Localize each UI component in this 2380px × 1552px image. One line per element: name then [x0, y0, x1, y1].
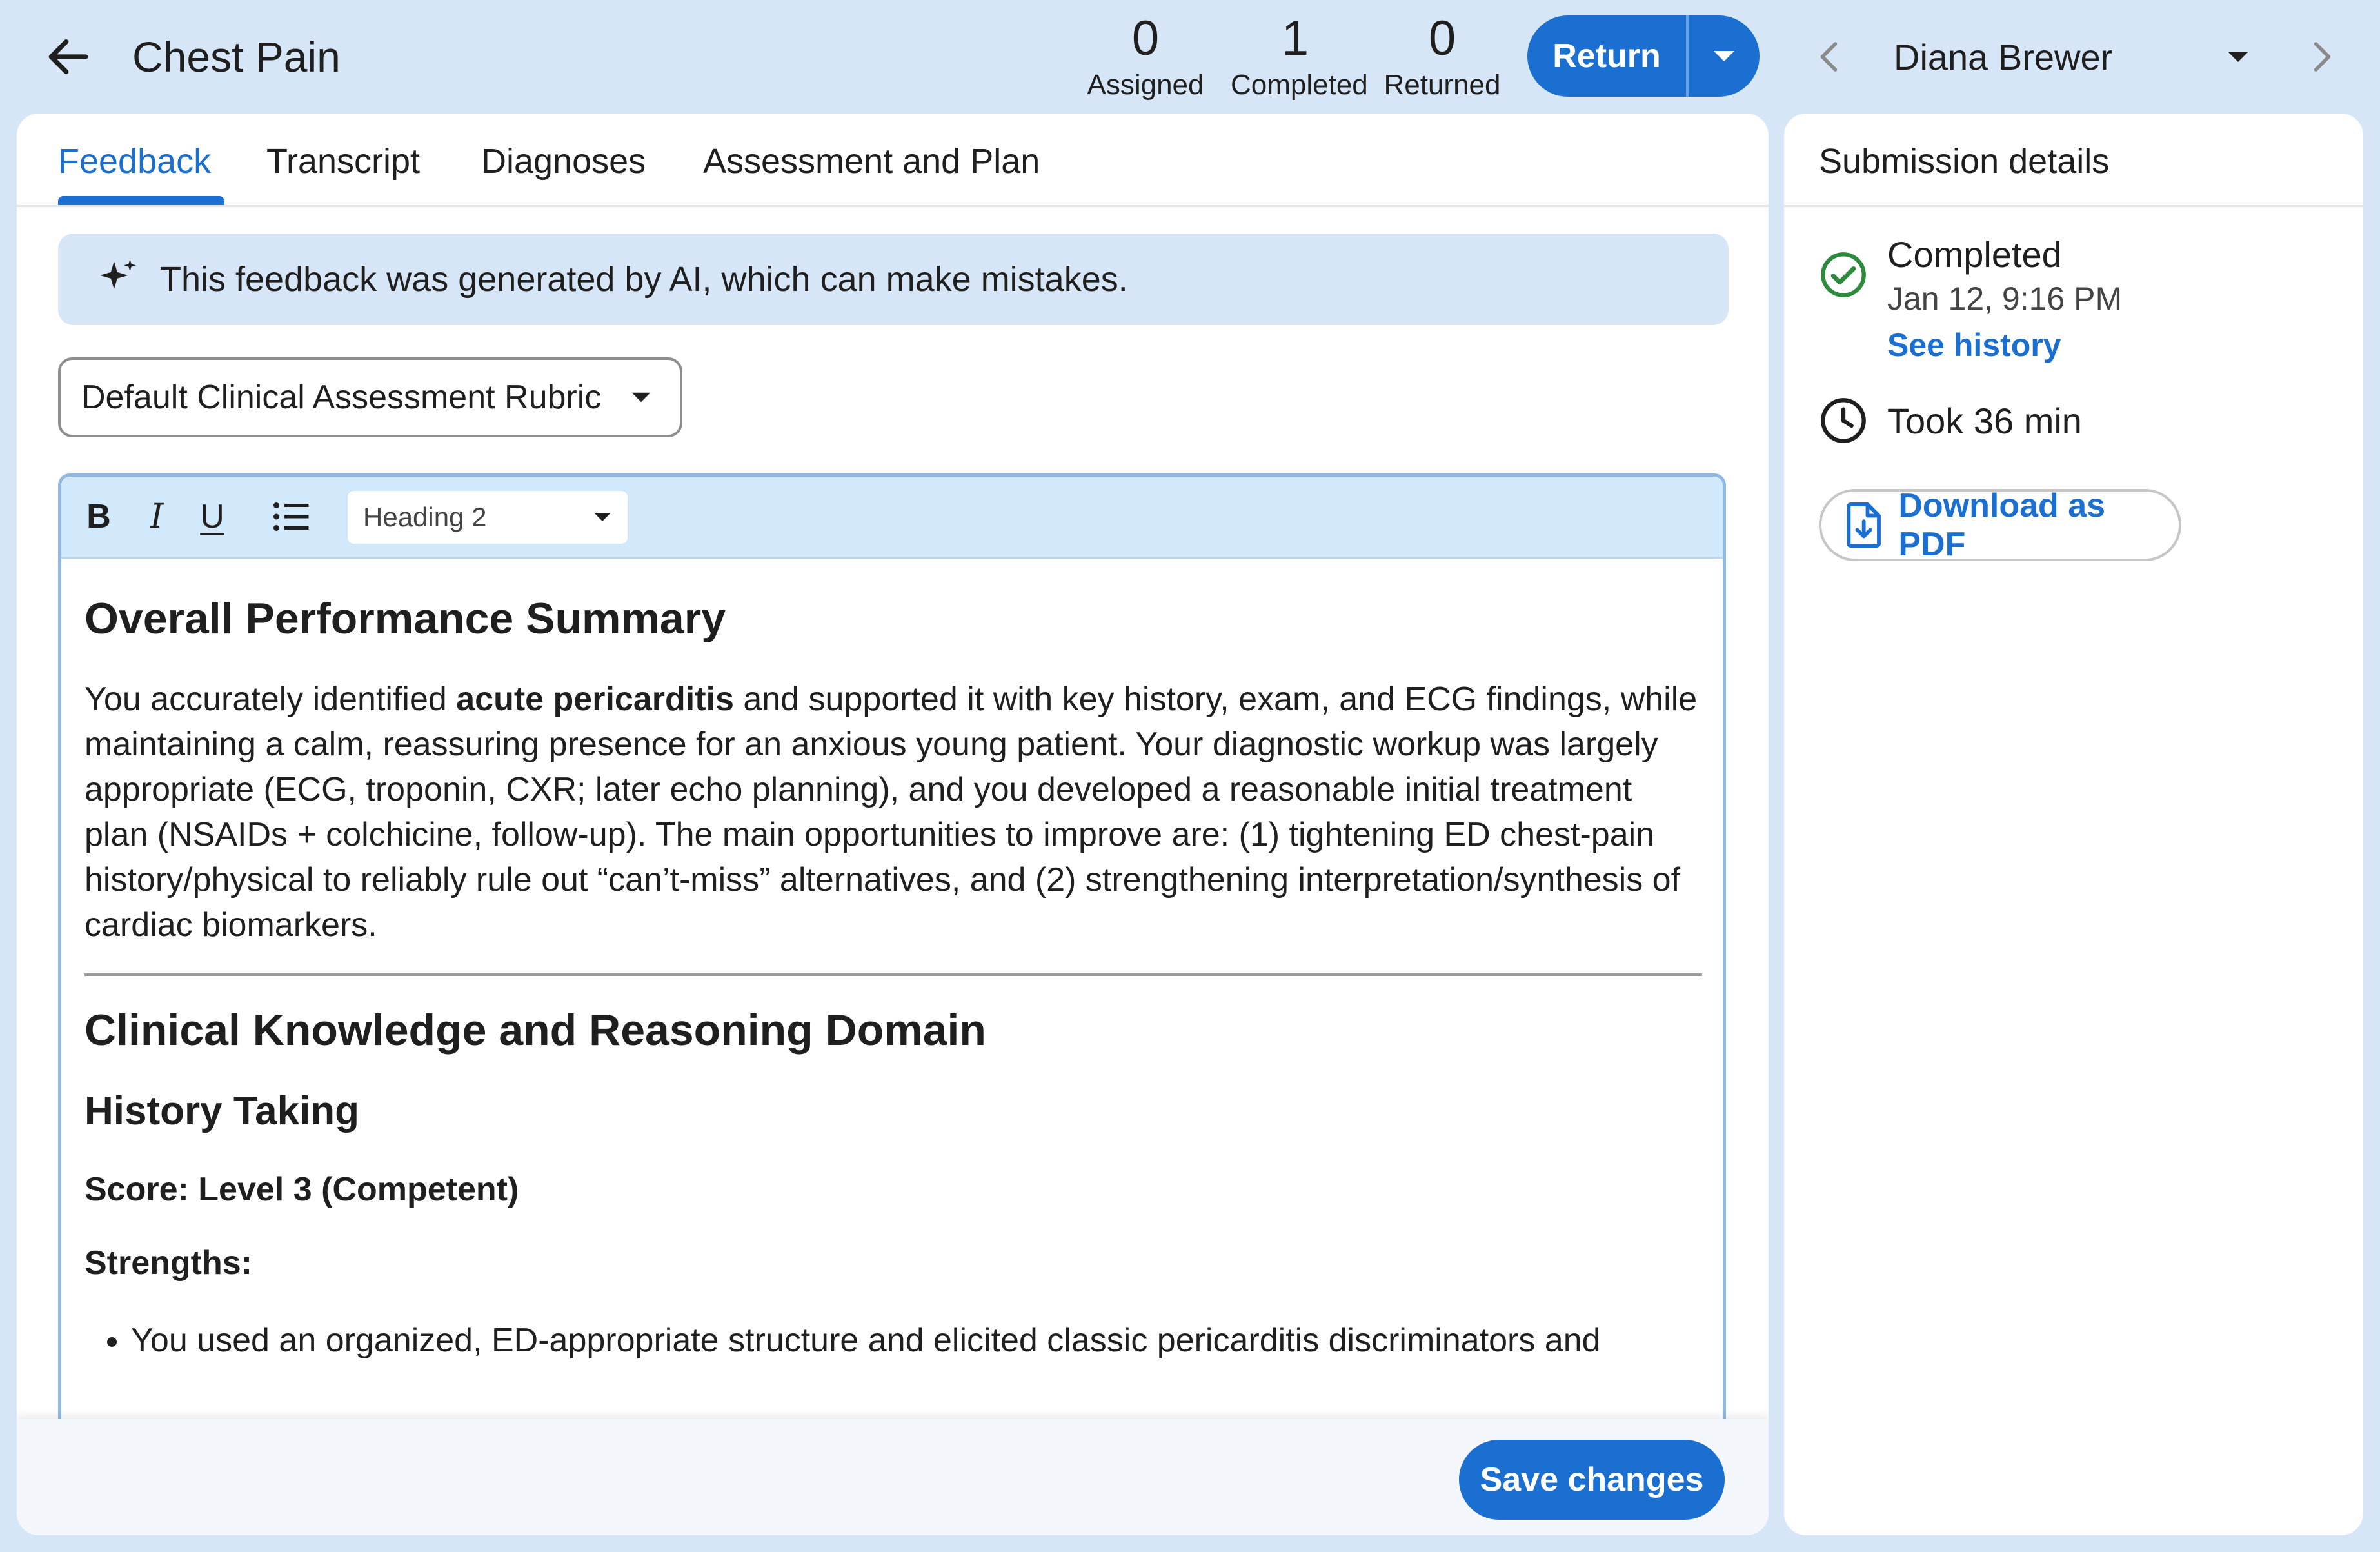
summary-heading: Overall Performance Summary	[84, 594, 726, 643]
tab-transcript[interactable]: Transcript	[266, 142, 421, 181]
next-student-button[interactable]	[2290, 26, 2352, 88]
italic-button[interactable]: I	[150, 497, 164, 536]
page-title: Chest Pain	[132, 33, 341, 81]
submission-details-title: Submission details	[1819, 142, 2110, 181]
clock-icon	[1819, 396, 1868, 445]
active-tab-indicator	[58, 196, 224, 205]
editor-content[interactable]	[84, 557, 1703, 1363]
tab-diagnoses[interactable]: Diagnoses	[481, 142, 646, 181]
return-split-button	[1527, 15, 1760, 97]
ai-notice-banner	[58, 234, 1729, 325]
underline-button[interactable]: U	[200, 498, 224, 535]
assigned-label: Assigned	[1087, 69, 1204, 101]
tab-feedback[interactable]: Feedback	[58, 142, 212, 181]
bold-button[interactable]: B	[86, 498, 111, 535]
assigned-count: 0	[1131, 11, 1160, 66]
history-taking-heading: History Taking	[84, 1089, 360, 1133]
check-circle-icon	[1819, 250, 1868, 299]
tab-assessment-and-plan[interactable]: Assessment and Plan	[703, 142, 1040, 181]
previous-student-button[interactable]	[1800, 26, 1861, 88]
summary-paragraph	[84, 677, 1703, 948]
download-pdf-label: Download as PDF	[1898, 487, 2106, 563]
summary-bold-diagnosis: acute pericarditis	[456, 681, 734, 718]
bulleted-list-icon	[272, 500, 310, 533]
sparkle-icon	[94, 255, 142, 303]
editor-footer	[17, 1419, 1769, 1535]
download-pdf-button[interactable]	[1819, 489, 2181, 561]
completed-count: 1	[1281, 11, 1309, 66]
list-item: • You used an organized, ED-appropriate structure and elicited classic pericarditis discriminators and	[131, 1318, 1703, 1363]
chevron-left-icon	[1811, 37, 1850, 76]
chevron-right-icon	[2301, 37, 2340, 76]
strengths-label: Strengths:	[84, 1244, 252, 1282]
status-timestamp: Jan 12, 9:16 PM	[1887, 281, 2123, 317]
submission-details-panel	[1784, 114, 2363, 1535]
history-score: Score: Level 3 (Competent)	[84, 1171, 519, 1208]
summary-text-rest: and supported it with key history, exam, and ECG findings, while maintaining a calm, reassuring presence for an anxious young patient. Your diagnostic workup was largely appropriate (ECG, troponin, CXR; later echo planning), and you developed a reasonable initial treatment plan (NSAIDs + colchicine, follow-up). The main opportunities to improve are: (1) tightening ED chest-pain history/physical to reliably rule out “can’t-miss” alternatives, and (2) strengthening interpretation/synthesis of cardiac biomarkers.	[84, 681, 1698, 944]
ai-notice-text: This feedback was generated by AI, which can make mistakes.	[160, 260, 1128, 299]
block-style-value: Heading 2	[363, 502, 487, 532]
student-selector[interactable]	[1883, 26, 2251, 88]
caret-down-icon	[1711, 48, 1737, 64]
bulleted-list-button[interactable]	[266, 492, 315, 541]
caret-down-icon	[593, 512, 612, 523]
file-download-icon	[1843, 502, 1884, 548]
domain-heading: Clinical Knowledge and Reasoning Domain	[84, 1006, 986, 1055]
assigned-counter	[1081, 9, 1210, 102]
returned-counter	[1378, 9, 1507, 102]
editor-toolbar	[61, 477, 1723, 559]
completed-counter	[1231, 9, 1368, 102]
feedback-panel	[17, 114, 1769, 1535]
rubric-dropdown[interactable]	[58, 357, 682, 437]
duration-text: Took 36 min	[1887, 401, 2082, 441]
caret-down-icon	[2225, 49, 2251, 65]
tab-bar	[17, 114, 1769, 207]
see-history-link[interactable]: See history	[1887, 327, 2061, 363]
block-style-dropdown[interactable]	[348, 491, 628, 544]
caret-down-icon	[630, 390, 653, 404]
arrow-back-icon	[43, 31, 94, 83]
rubric-selected-value: Default Clinical Assessment Rubric	[81, 379, 602, 416]
return-menu-button[interactable]	[1689, 15, 1760, 97]
return-button[interactable]: Return	[1552, 37, 1661, 75]
student-name: Diana Brewer	[1894, 36, 2113, 77]
save-changes-button[interactable]: Save changes	[1459, 1440, 1725, 1520]
strengths-list	[84, 1318, 1703, 1363]
returned-count: 0	[1428, 11, 1456, 66]
feedback-editor	[58, 473, 1726, 1535]
submission-details-header	[1784, 114, 2363, 207]
returned-label: Returned	[1383, 69, 1501, 101]
section-divider	[84, 973, 1702, 976]
summary-text-start: You accurately identified	[84, 681, 457, 718]
completed-label: Completed	[1231, 69, 1368, 101]
back-button[interactable]	[37, 26, 99, 88]
status-label: Completed	[1887, 234, 2062, 275]
